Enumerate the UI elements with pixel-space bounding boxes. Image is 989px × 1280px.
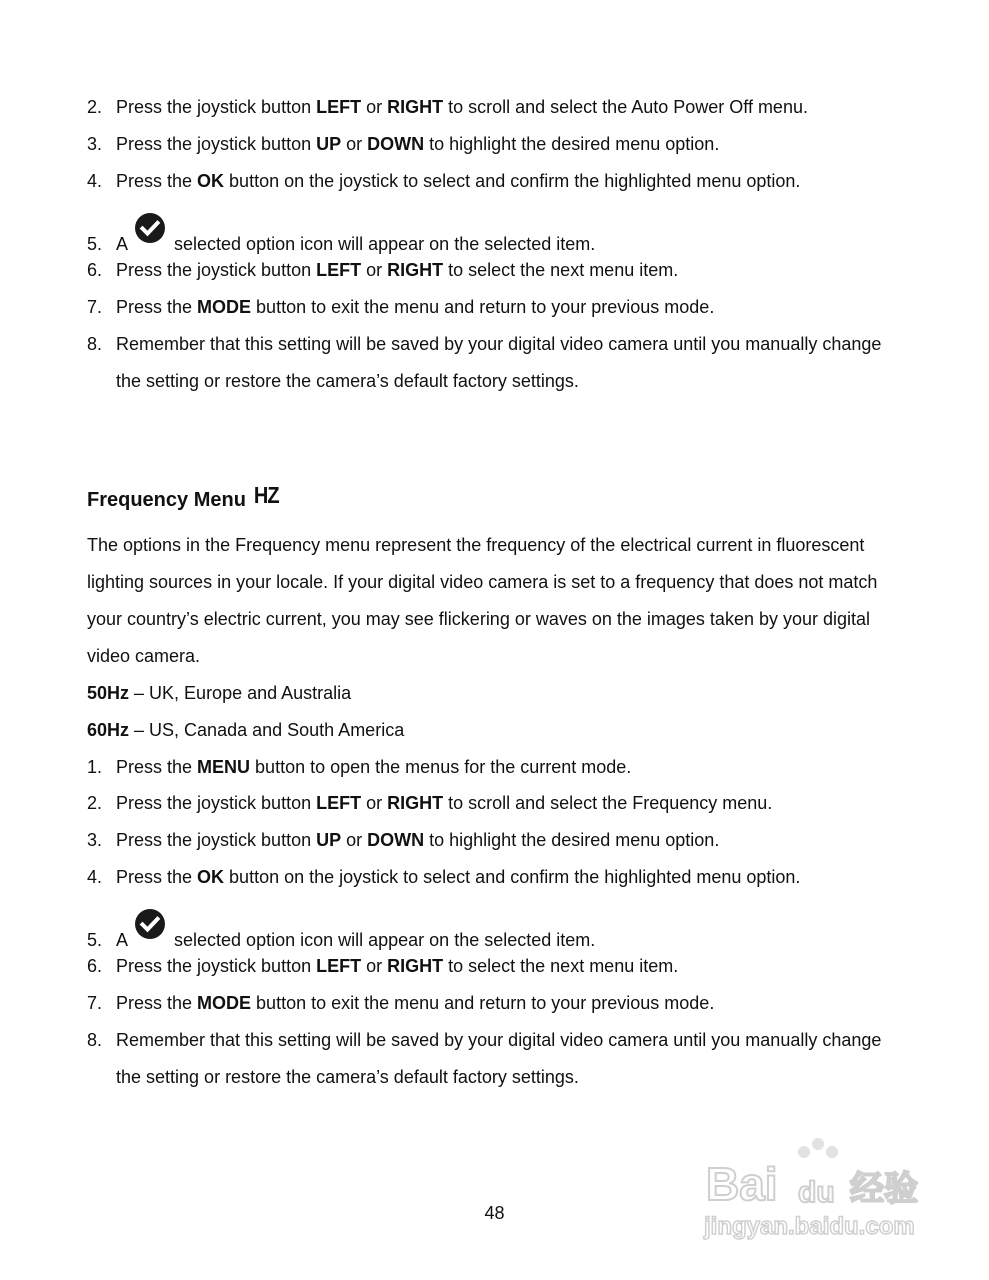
check-circle-icon [134, 908, 166, 940]
paragraph-line: The options in the Frequency menu represent the frequency of the electrical current in fluorescent [87, 535, 865, 555]
frequency-option: 50Hz – UK, Europe and Australia [87, 683, 352, 703]
list-item-continuation: the setting or restore the camera’s default factory settings. [116, 371, 579, 391]
list-item: 3. Press the joystick button UP or DOWN to highlight the desired menu option. [87, 134, 720, 154]
list-item: 7. Press the MODE button to exit the menu and return to your previous mode. [87, 993, 715, 1013]
list-item: 8. Remember that this setting will be saved by your digital video camera until you manually change [87, 334, 882, 354]
frequency-option: 60Hz – US, Canada and South America [87, 720, 405, 740]
list-item: 4. Press the OK button on the joystick to select and confirm the highlighted menu option. [87, 171, 801, 191]
list-item: 5. A selected option icon will appear on the selected item. [87, 918, 595, 951]
list-item: 2. Press the joystick button LEFT or RIGHT to scroll and select the Frequency menu. [87, 793, 773, 813]
hz-icon: HZ [253, 483, 279, 509]
svg-text:jingyan.baidu.com: jingyan.baidu.com [704, 1213, 915, 1240]
paragraph-line: your country’s electric current, you may see flickering or waves on the images taken by your digital [87, 609, 871, 629]
list-item: 6. Press the joystick button LEFT or RIGHT to select the next menu item. [87, 260, 679, 280]
section-heading: Frequency Menu HZ [87, 483, 279, 511]
list-item: 7. Press the MODE button to exit the menu and return to your previous mode. [87, 297, 715, 317]
list-item: 8. Remember that this setting will be saved by your digital video camera until you manually change [87, 1030, 882, 1050]
baidu-watermark-logo [700, 1130, 940, 1250]
paragraph-line: video camera. [87, 646, 201, 666]
list-item: 5. A selected option icon will appear on the selected item. [87, 222, 595, 255]
list-item: 1. Press the MENU button to open the menus for the current mode. [87, 757, 632, 777]
page-number: 48 [484, 1203, 505, 1223]
list-item: 4. Press the OK button on the joystick to select and confirm the highlighted menu option. [87, 867, 801, 887]
svg-text:du: du [798, 1176, 835, 1209]
svg-text:Bai: Bai [706, 1158, 778, 1210]
check-circle-icon [134, 212, 166, 244]
svg-text:经验: 经验 [850, 1169, 918, 1209]
list-item: 2. Press the joystick button LEFT or RIGHT to scroll and select the Auto Power Off menu. [87, 97, 808, 117]
list-item: 6. Press the joystick button LEFT or RIGHT to select the next menu item. [87, 956, 679, 976]
paragraph-line: lighting sources in your locale. If your digital video camera is set to a frequency that does not match [87, 572, 878, 592]
list-item: 3. Press the joystick button UP or DOWN to highlight the desired menu option. [87, 830, 720, 850]
list-item-continuation: the setting or restore the camera’s default factory settings. [116, 1067, 579, 1087]
